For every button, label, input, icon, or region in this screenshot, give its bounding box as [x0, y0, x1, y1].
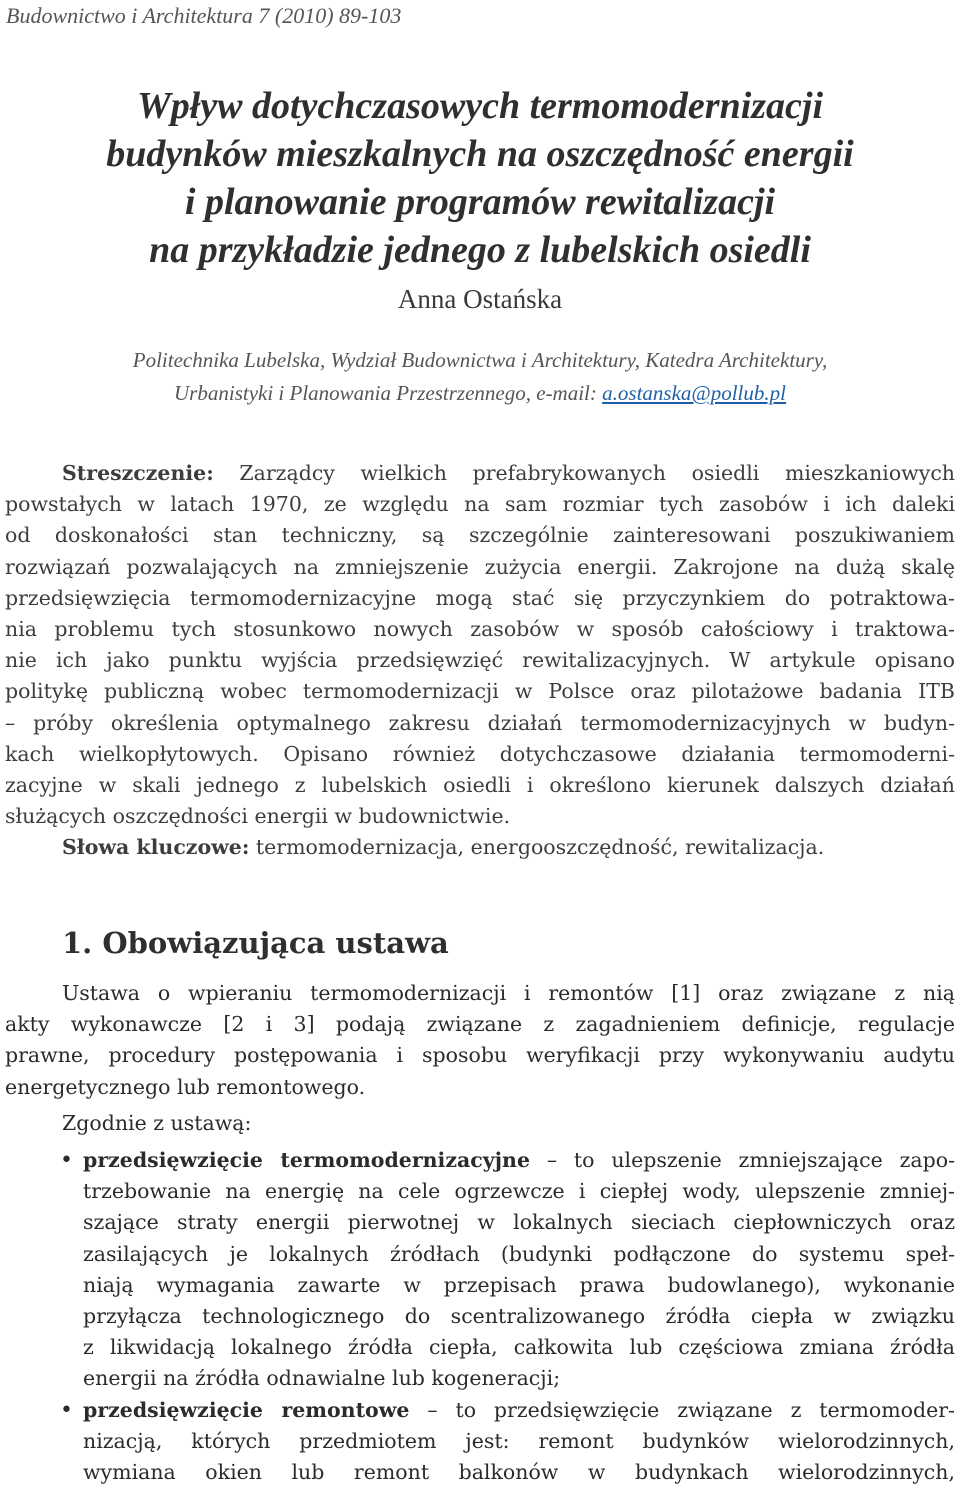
paragraph-line: prawne, procedury postępowania i sposobu weryfikacji przy wykonywaniu audytu	[5, 1040, 955, 1071]
definition-list	[5, 1145, 955, 1488]
abstract-line: politykę publiczną wobec termomodernizacji w Polsce oraz pilotażowe badania ITB	[5, 676, 955, 707]
list-item-line: nizacją, których przedmiotem jest: remont budynków wielorodzinnych,	[83, 1426, 955, 1457]
list-item-line: trzebowanie na energię na cele ogrzewcze i ciepłej wody, ulepszenie zmniej-	[83, 1176, 955, 1207]
paragraph-line: akty wykonawcze [2 i 3] podają związane z zagadnieniem definicje, regulacje	[5, 1009, 955, 1040]
list-item-line: niają wymagania zawarte w przepisach prawa budowlanego), wykonanie	[83, 1270, 955, 1301]
list-item-line: z likwidacją lokalnego źródła ciepła, całkowita lub częściowa zmiana źródła	[83, 1332, 955, 1363]
paragraph-line: Zgodnie z ustawą:	[5, 1108, 955, 1139]
email-link[interactable]: a.ostanska@pollub.pl	[602, 381, 786, 405]
paragraph	[5, 1108, 955, 1139]
journal-reference: Budownictwo i Architektura 7 (2010) 89-103	[6, 3, 401, 29]
section-heading: 1. Obowiązująca ustawa	[62, 926, 449, 960]
bullet-icon: •	[60, 1145, 73, 1176]
list-item	[5, 1395, 955, 1488]
list-item-line	[83, 1395, 955, 1426]
abstract-line: nia problemu tych stosunkowo nowych zasobów w sposób całościowy i traktowa-	[5, 614, 955, 645]
list-item	[5, 1145, 955, 1395]
affiliation-line	[30, 377, 930, 410]
list-item-line: wymiana okien lub remont balkonów w budynkach wielorodzinnych,	[83, 1457, 955, 1488]
list-item-line: energii na źródła odnawialne lub kogeneracji;	[83, 1363, 955, 1394]
abstract-line: od doskonałości stan techniczny, są szczególnie zainteresowani poszukiwaniem	[5, 520, 955, 551]
list-item-line: zasilających je lokalnych źródłach (budynki podłączone do systemu speł-	[83, 1239, 955, 1270]
title-line: i planowanie programów rewitalizacji	[30, 178, 930, 226]
paragraph	[5, 978, 955, 1103]
abstract-line: kach wielkopłytowych. Opisano również dotychczasowe działania termomoderni-	[5, 739, 955, 770]
definition-text: – to przedsięwzięcie związane z termomoder-	[409, 1398, 955, 1422]
abstract-line: – próby określenia optymalnego zakresu działań termomodernizacyjnych w budyn-	[5, 708, 955, 739]
term: przedsięwzięcie termomodernizacyjne	[83, 1148, 530, 1172]
affiliation-line: Politechnika Lubelska, Wydział Budownictwa i Architektury, Katedra Architektury,	[30, 344, 930, 377]
definition-text: – to ulepszenie zmniejszające zapo-	[530, 1148, 955, 1172]
abstract-line: rozwiązań pozwalających na zmniejszenie zużycia energii. Zakrojone na dużą skalę	[5, 552, 955, 583]
title-line: Wpływ dotychczasowych termomodernizacji	[30, 82, 930, 130]
abstract-line	[5, 458, 955, 489]
list-item-line: przyłącza technologicznego do scentralizowanego źródła ciepła w związku	[83, 1301, 955, 1332]
abstract-label: Streszczenie:	[62, 461, 214, 485]
keywords-label: Słowa kluczowe:	[62, 835, 249, 859]
abstract	[5, 458, 955, 863]
title-line: budynków mieszkalnych na oszczędność energii	[30, 130, 930, 178]
article-title	[30, 82, 930, 274]
abstract-line: nie ich jako punktu wyjścia przedsięwzięć rewitalizacyjnych. W artykule opisano	[5, 645, 955, 676]
affiliation-text: Urbanistyki i Planowania Przestrzennego, e-mail:	[174, 381, 602, 405]
abstract-line: służących oszczędności energii w budownictwie.	[5, 801, 955, 832]
author-name: Anna Ostańska	[0, 284, 960, 315]
term: przedsięwzięcie remontowe	[83, 1398, 409, 1422]
abstract-text: Zarządcy wielkich prefabrykowanych osiedli mieszkaniowych	[214, 461, 955, 485]
title-line: na przykładzie jednego z lubelskich osiedli	[30, 226, 930, 274]
abstract-line: przedsięwzięcia termomodernizacyjne mogą stać się przyczynkiem do potraktowa-	[5, 583, 955, 614]
bullet-icon: •	[60, 1395, 73, 1426]
keywords	[5, 832, 955, 863]
keywords-text: termomodernizacja, energooszczędność, rewitalizacja.	[249, 835, 824, 859]
affiliation	[30, 344, 930, 410]
abstract-line: powstałych w latach 1970, ze względu na sam rozmiar tych zasobów i ich daleki	[5, 489, 955, 520]
abstract-line: zacyjne w skali jednego z lubelskich osiedli i określono kierunek dalszych działań	[5, 770, 955, 801]
list-item-line	[83, 1145, 955, 1176]
paragraph-line: energetycznego lub remontowego.	[5, 1072, 955, 1103]
list-item-line: szające straty energii pierwotnej w lokalnych sieciach ciepłowniczych oraz	[83, 1207, 955, 1238]
paragraph-line: Ustawa o wpieraniu termomodernizacji i remontów [1] oraz związane z nią	[5, 978, 955, 1009]
